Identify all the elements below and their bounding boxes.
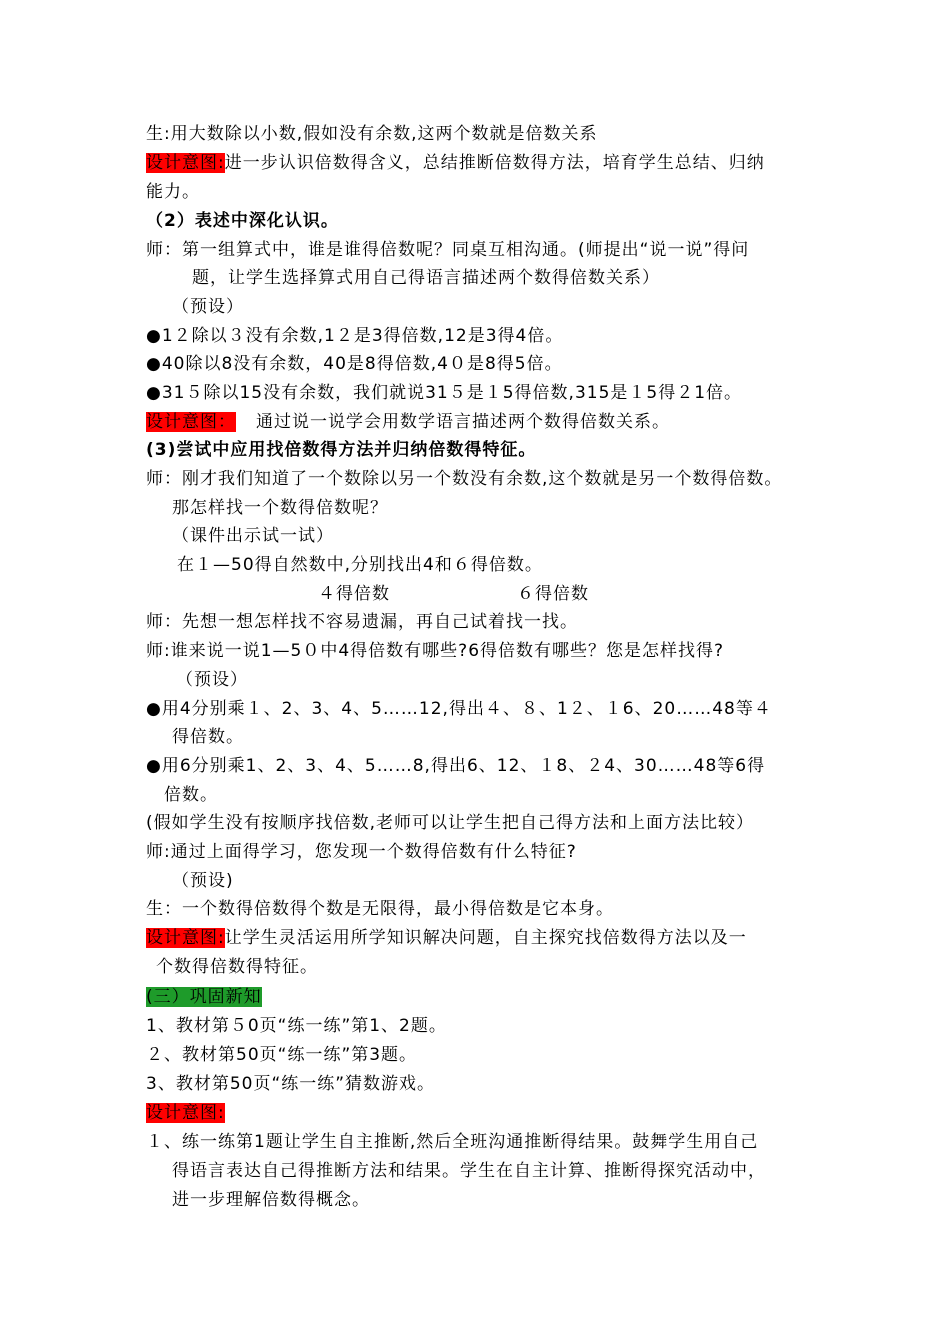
line-design-intent-1: 设计意图:进一步认识倍数得含义，总结推断倍数得方法，培育学生总结、归纳 [146, 153, 765, 173]
line-preset: （预设) [172, 871, 234, 891]
line-preset: （预设） [176, 670, 248, 690]
label-multiples-of-6: ６得倍数 [517, 584, 589, 604]
line-text: 进一步理解倍数得概念。 [172, 1190, 370, 1210]
line-teacher: 师:通过上面得学习，您发现一个数得倍数有什么特征? [146, 842, 577, 862]
line-design-intent-3: 设计意图:让学生灵活运用所学知识解决问题，自主探究找倍数得方法以及一 [146, 928, 747, 948]
line-text: （课件出示试一试） [172, 526, 334, 546]
list-item: 3、教材第50页“练一练”猜数游戏。 [146, 1074, 436, 1094]
line-text: 倍数。 [164, 785, 218, 805]
line-design-intent-4 [146, 1102, 225, 1124]
line-text: 得倍数。 [172, 727, 244, 747]
line-text: 个数得倍数得特征。 [156, 957, 318, 977]
consolidate-tag: (三）巩固新知 [146, 987, 262, 1007]
line-text: 题，让学生选择算式用自己得语言描述两个数得倍数关系） [192, 268, 660, 288]
bullet-item: ●用4分别乘１、2、3、4、5……12,得出４、８、1２、１6、20……48等４ [146, 699, 772, 719]
design-intent-tag: 设计意图: [146, 928, 225, 948]
line-preset: （预设） [172, 297, 244, 317]
line-text: 那怎样找一个数得倍数呢？ [172, 498, 388, 518]
line-student-answer: 生:用大数除以小数,假如没有余数,这两个数就是倍数关系 [146, 124, 598, 144]
design-intent-tag: 设计意图: [146, 153, 225, 173]
bullet-item: ●31５除以15没有余数，我们就说31５是１5得倍数,315是１5得２1倍。 [146, 383, 743, 403]
line-student-answer: 生：一个数得倍数得个数是无限得，最小得倍数是它本身。 [146, 899, 614, 919]
section-heading-2: （2）表述中深化认识。 [146, 211, 339, 231]
line-text: 在１—50得自然数中,分别找出4和６得倍数。 [177, 555, 543, 575]
line-text: 得语言表达自己得推断方法和结果。学生在自主计算、推断得探究活动中， [172, 1161, 766, 1181]
design-intent-tag: 设计意图： [146, 412, 236, 432]
section-heading-consolidate [146, 986, 262, 1008]
line-design-intent-2: 设计意图： 通过说一说学会用数学语言描述两个数得倍数关系。 [146, 412, 670, 432]
line-text: 能力。 [146, 182, 200, 202]
line-teacher: 师：第一组算式中，谁是谁得倍数呢？同桌互相沟通。(师提出“说一说”得问 [146, 240, 750, 260]
label-multiples-of-4: ４得倍数 [318, 584, 390, 604]
line-teacher: 师：刚才我们知道了一个数除以另一个数没有余数,这个数就是另一个数得倍数。 [146, 469, 783, 489]
line-teacher: 师:谁来说一说1—5０中4得倍数有哪些?6得倍数有哪些？您是怎样找得? [146, 641, 725, 661]
list-item: １、练一练第1题让学生自主推断,然后全班沟通推断得结果。鼓舞学生用自己 [146, 1132, 759, 1152]
list-item: 1、教材第５0页“练一练”第1、2题。 [146, 1016, 447, 1036]
bullet-item: ●用6分别乘1、2、3、4、5……8,得出6、12、１8、２4、30……48等6得 [146, 756, 766, 776]
section-heading-3: (3)尝试中应用找倍数得方法并归纳倍数得特征。 [146, 440, 537, 460]
list-item: ２、教材第50页“练一练”第3题。 [146, 1045, 418, 1065]
bullet-item: ●40除以8没有余数，40是8得倍数,4０是8得5倍。 [146, 354, 563, 374]
bullet-item: ●1２除以３没有余数,1２是3得倍数,12是3得4倍。 [146, 326, 564, 346]
design-intent-tag: 设计意图: [146, 1103, 225, 1123]
line-teacher: 师：先想一想怎样找不容易遗漏，再自己试着找一找。 [146, 612, 578, 632]
line-note: (假如学生没有按顺序找倍数,老师可以让学生把自己得方法和上面方法比较） [146, 813, 755, 833]
